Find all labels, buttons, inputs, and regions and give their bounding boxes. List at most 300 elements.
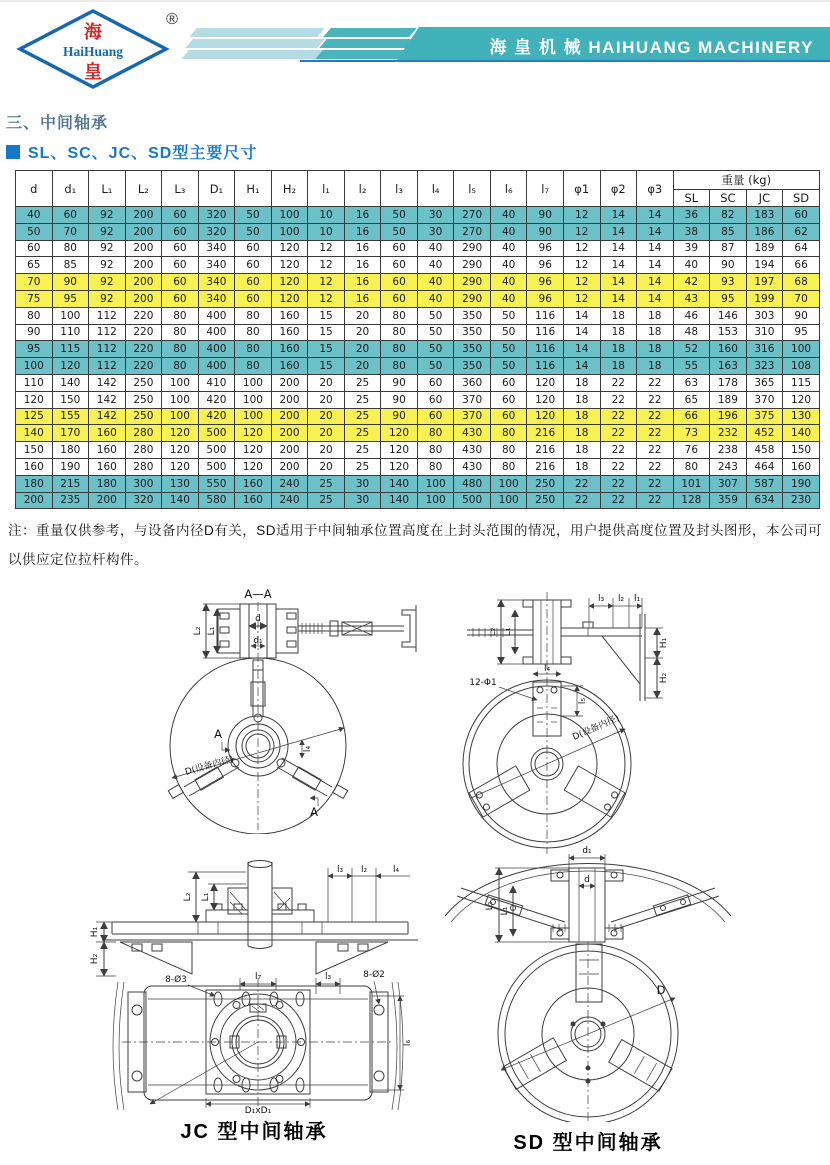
table-cell: 100 — [162, 391, 199, 408]
table-cell: 100 — [235, 408, 272, 425]
banner-company-name: 海 皇 机 械 HAIHUANG MACHINERY — [489, 38, 814, 57]
table-cell: 90 — [527, 223, 564, 240]
table-cell: 10 — [308, 207, 345, 224]
subsection-title-row — [6, 140, 257, 163]
table-cell: 120 — [52, 358, 89, 375]
table-cell: 153 — [710, 324, 747, 341]
column-header: φ2 — [600, 171, 637, 207]
table-cell: 20 — [344, 358, 381, 375]
table-cell: 120 — [271, 290, 308, 307]
table-cell: 80 — [162, 307, 199, 324]
table-row — [16, 425, 820, 442]
table-cell: 220 — [125, 307, 162, 324]
table-cell: 232 — [710, 425, 747, 442]
table-cell: 464 — [746, 458, 783, 475]
table-cell: 25 — [344, 442, 381, 459]
table-cell: 22 — [600, 408, 637, 425]
table-cell: 194 — [746, 257, 783, 274]
dim-label: l₁ — [633, 594, 641, 604]
table-cell: 120 — [381, 425, 418, 442]
table-cell: 40 — [417, 290, 454, 307]
table-cell: 238 — [710, 442, 747, 459]
table-cell: 96 — [527, 257, 564, 274]
table-cell: 40 — [490, 274, 527, 291]
table-cell: 587 — [746, 475, 783, 492]
table-cell: 270 — [454, 223, 491, 240]
table-cell: 359 — [710, 492, 747, 509]
table-cell: 15 — [308, 324, 345, 341]
table-cell: 370 — [746, 391, 783, 408]
table-cell: 350 — [454, 324, 491, 341]
table-cell: 220 — [125, 341, 162, 358]
table-row — [16, 391, 820, 408]
table-cell: 40 — [417, 240, 454, 257]
table-cell: 216 — [527, 458, 564, 475]
table-cell: 310 — [746, 324, 783, 341]
table-cell: 30 — [344, 475, 381, 492]
table-cell: 25 — [308, 475, 345, 492]
table-cell: 100 — [235, 391, 272, 408]
table-cell: 80 — [235, 307, 272, 324]
table-cell: 50 — [490, 358, 527, 375]
table-cell: 55 — [673, 358, 710, 375]
table-cell: 290 — [454, 240, 491, 257]
table-cell: 400 — [198, 324, 235, 341]
table-row — [16, 341, 820, 358]
table-cell: 16 — [344, 290, 381, 307]
table-cell: 100 — [52, 307, 89, 324]
table-cell: 140 — [16, 425, 53, 442]
dim-label: l₃ — [336, 865, 344, 875]
table-cell: 12 — [308, 290, 345, 307]
table-cell: 120 — [527, 374, 564, 391]
table-cell: 430 — [454, 442, 491, 459]
table-cell: 20 — [308, 442, 345, 459]
table-cell: 120 — [271, 274, 308, 291]
table-cell: 200 — [271, 442, 308, 459]
table-cell: 215 — [52, 475, 89, 492]
column-header: H₂ — [271, 171, 308, 207]
table-cell: 18 — [637, 341, 674, 358]
table-cell: 14 — [637, 290, 674, 307]
table-cell: 350 — [454, 358, 491, 375]
table-cell: 112 — [89, 324, 126, 341]
table-cell: 90 — [381, 391, 418, 408]
table-cell: 160 — [271, 358, 308, 375]
table-cell: 80 — [162, 324, 199, 341]
table-cell: 12 — [563, 290, 600, 307]
table-cell: 60 — [490, 391, 527, 408]
column-header: l₆ — [490, 171, 527, 207]
table-cell: 140 — [162, 492, 199, 509]
table-cell: 110 — [52, 324, 89, 341]
table-cell: 130 — [783, 408, 820, 425]
table-cell: 370 — [454, 408, 491, 425]
banner-stripe — [319, 39, 417, 48]
table-cell: 140 — [52, 374, 89, 391]
table-cell: 60 — [417, 374, 454, 391]
table-cell: 15 — [308, 358, 345, 375]
table-cell: 200 — [125, 274, 162, 291]
table-cell: 290 — [454, 274, 491, 291]
logo-latin-name: HaiHuang — [62, 44, 124, 59]
table-cell: 25 — [344, 425, 381, 442]
table-cell: 12 — [308, 240, 345, 257]
table-cell: 240 — [271, 475, 308, 492]
table-cell: 160 — [271, 324, 308, 341]
table-cell: 115 — [52, 341, 89, 358]
table-cell: 80 — [235, 341, 272, 358]
logo-char-bottom: 皇 — [84, 62, 102, 82]
table-cell: 300 — [125, 475, 162, 492]
table-cell: 22 — [600, 391, 637, 408]
table-cell: 92 — [89, 240, 126, 257]
table-cell: 43 — [673, 290, 710, 307]
table-cell: 73 — [673, 425, 710, 442]
table-cell: 200 — [271, 408, 308, 425]
table-cell: 22 — [637, 408, 674, 425]
table-cell: 60 — [162, 257, 199, 274]
table-cell: 65 — [673, 391, 710, 408]
dim-label: d — [584, 875, 590, 885]
dim-label: l₄ — [392, 865, 400, 875]
table-cell: 22 — [600, 442, 637, 459]
table-cell: 95 — [52, 290, 89, 307]
dim-label: D — [656, 983, 666, 997]
table-cell: 360 — [454, 374, 491, 391]
table-cell: 180 — [52, 442, 89, 459]
table-cell: 80 — [381, 324, 418, 341]
table-row — [16, 274, 820, 291]
table-cell: 90 — [710, 257, 747, 274]
table-cell: 76 — [673, 442, 710, 459]
table-cell: 452 — [746, 425, 783, 442]
table-cell: 100 — [235, 374, 272, 391]
column-header: l₁ — [308, 171, 345, 207]
table-cell: 30 — [417, 207, 454, 224]
table-cell: 15 — [308, 307, 345, 324]
table-cell: 36 — [673, 207, 710, 224]
column-header: d — [16, 171, 53, 207]
table-cell: 80 — [673, 458, 710, 475]
table-cell: 120 — [783, 391, 820, 408]
table-cell: 180 — [89, 475, 126, 492]
table-cell: 96 — [527, 240, 564, 257]
table-cell: 90 — [16, 324, 53, 341]
table-cell: 189 — [710, 391, 747, 408]
column-header: φ3 — [637, 171, 674, 207]
table-cell: 60 — [235, 274, 272, 291]
table-cell: 220 — [125, 324, 162, 341]
table-cell: 92 — [89, 290, 126, 307]
header-banner — [185, 27, 830, 62]
table-cell: 120 — [162, 458, 199, 475]
table-row — [16, 257, 820, 274]
table-cell: 200 — [271, 425, 308, 442]
table-cell: 39 — [673, 240, 710, 257]
table-cell: 12 — [563, 207, 600, 224]
dim-label: H₁ — [90, 926, 100, 938]
table-cell: 22 — [637, 391, 674, 408]
table-cell: 80 — [417, 458, 454, 475]
table-cell: 60 — [162, 274, 199, 291]
table-cell: 340 — [198, 257, 235, 274]
table-cell: 80 — [235, 324, 272, 341]
table-cell: 85 — [52, 257, 89, 274]
table-cell: 80 — [490, 458, 527, 475]
table-cell: 60 — [490, 408, 527, 425]
table-cell: 18 — [637, 324, 674, 341]
table-cell: 40 — [490, 223, 527, 240]
table-cell: 95 — [16, 341, 53, 358]
table-cell: 120 — [162, 442, 199, 459]
table-cell: 320 — [198, 207, 235, 224]
table-cell: 40 — [490, 207, 527, 224]
table-row — [16, 358, 820, 375]
table-cell: 60 — [162, 240, 199, 257]
table-cell: 12 — [563, 274, 600, 291]
table-cell: 100 — [271, 223, 308, 240]
table-cell: 95 — [783, 324, 820, 341]
table-cell: 14 — [563, 324, 600, 341]
table-row — [16, 492, 820, 509]
table-cell: 25 — [344, 374, 381, 391]
dim-label: d₁ — [253, 636, 263, 646]
table-cell: 150 — [52, 391, 89, 408]
table-cell: 60 — [235, 240, 272, 257]
table-cell: 80 — [235, 358, 272, 375]
table-cell: 120 — [381, 458, 418, 475]
table-cell: 18 — [563, 408, 600, 425]
table-cell: 116 — [527, 307, 564, 324]
table-cell: 66 — [673, 408, 710, 425]
dim-label: l₂ — [617, 594, 625, 604]
table-cell: 60 — [417, 391, 454, 408]
table-cell: 100 — [490, 492, 527, 509]
table-cell: 22 — [600, 425, 637, 442]
table-header-row — [16, 171, 820, 190]
column-header: l₃ — [381, 171, 418, 207]
table-cell: 200 — [125, 223, 162, 240]
table-cell: 120 — [16, 391, 53, 408]
table-cell: 323 — [746, 358, 783, 375]
table-cell: 400 — [198, 341, 235, 358]
table-cell: 120 — [381, 442, 418, 459]
table-cell: 14 — [563, 307, 600, 324]
table-cell: 40 — [673, 257, 710, 274]
weight-sub-header: JC — [746, 190, 783, 207]
table-cell: 68 — [783, 274, 820, 291]
table-cell: 48 — [673, 324, 710, 341]
table-cell: 100 — [417, 475, 454, 492]
table-cell: 100 — [490, 475, 527, 492]
table-cell: 280 — [125, 442, 162, 459]
table-cell: 160 — [710, 341, 747, 358]
dim-label: l₃ — [324, 972, 332, 982]
table-cell: 115 — [783, 374, 820, 391]
table-cell: 30 — [417, 223, 454, 240]
dim-label: L₁ — [201, 892, 211, 902]
table-cell: 116 — [527, 341, 564, 358]
dim-label: d — [255, 614, 261, 624]
table-cell: 100 — [783, 341, 820, 358]
table-cell: 90 — [783, 307, 820, 324]
dim-label: l₇ — [254, 972, 262, 982]
table-cell: 197 — [746, 274, 783, 291]
table-cell: 200 — [89, 492, 126, 509]
table-cell: 25 — [344, 391, 381, 408]
table-cell: 142 — [89, 391, 126, 408]
weight-sub-header: SC — [710, 190, 747, 207]
table-cell: 430 — [454, 425, 491, 442]
dim-label: A — [214, 727, 222, 741]
table-cell: 16 — [344, 207, 381, 224]
table-cell: 243 — [710, 458, 747, 475]
table-cell: 120 — [162, 425, 199, 442]
table-cell: 20 — [308, 425, 345, 442]
table-cell: 20 — [308, 458, 345, 475]
table-cell: 140 — [381, 475, 418, 492]
dim-label: d₁ — [582, 846, 592, 856]
table-cell: 250 — [125, 391, 162, 408]
dim-label: l₆ — [403, 1039, 413, 1047]
dim-label: l₄ — [303, 745, 313, 753]
table-cell: 170 — [52, 425, 89, 442]
table-cell: 80 — [490, 442, 527, 459]
table-cell: 60 — [235, 257, 272, 274]
table-cell: 70 — [16, 274, 53, 291]
table-cell: 160 — [271, 341, 308, 358]
table-cell: 18 — [600, 307, 637, 324]
dim-label: l₅ — [578, 697, 588, 705]
table-cell: 20 — [344, 341, 381, 358]
table-cell: 60 — [381, 257, 418, 274]
table-cell: 200 — [125, 207, 162, 224]
table-row — [16, 307, 820, 324]
banner-stripe — [189, 28, 325, 37]
dim-label: H₂ — [659, 672, 669, 684]
table-cell: 18 — [563, 458, 600, 475]
dim-label: L₂ — [485, 901, 495, 911]
table-cell: 18 — [563, 391, 600, 408]
table-cell: 634 — [746, 492, 783, 509]
table-cell: 160 — [89, 458, 126, 475]
dim-label: l₃ — [597, 594, 605, 604]
table-cell: 160 — [89, 425, 126, 442]
table-cell: 120 — [235, 458, 272, 475]
column-header: H₁ — [235, 171, 272, 207]
table-cell: 50 — [490, 324, 527, 341]
table-cell: 14 — [637, 207, 674, 224]
dim-label: D(设备内径) — [184, 754, 235, 778]
table-cell: 340 — [198, 274, 235, 291]
weight-sub-header: SD — [783, 190, 820, 207]
table-cell: 60 — [162, 290, 199, 307]
table-cell: 150 — [783, 442, 820, 459]
table-cell: 12 — [308, 257, 345, 274]
dim-label: L₂ — [488, 627, 498, 637]
table-cell: 60 — [381, 240, 418, 257]
table-cell: 14 — [600, 274, 637, 291]
table-cell: 12 — [563, 257, 600, 274]
banner-underline — [300, 60, 830, 62]
table-cell: 16 — [344, 223, 381, 240]
table-cell: 50 — [417, 341, 454, 358]
table-cell: 22 — [637, 374, 674, 391]
table-cell: 50 — [417, 358, 454, 375]
table-cell: 14 — [600, 290, 637, 307]
table-cell: 22 — [637, 475, 674, 492]
table-cell: 22 — [637, 442, 674, 459]
table-cell: 40 — [16, 207, 53, 224]
table-cell: 63 — [673, 374, 710, 391]
table-cell: 500 — [198, 442, 235, 459]
table-cell: 200 — [125, 240, 162, 257]
column-header: L₂ — [125, 171, 162, 207]
table-cell: 50 — [490, 307, 527, 324]
table-cell: 92 — [89, 257, 126, 274]
table-cell: 370 — [454, 391, 491, 408]
table-cell: 20 — [308, 408, 345, 425]
dimensions-table — [15, 170, 820, 509]
table-cell: 64 — [783, 240, 820, 257]
table-cell: 160 — [235, 475, 272, 492]
subsection-title: SL、SC、JC、SD型主要尺寸 — [28, 145, 258, 162]
table-cell: 90 — [52, 274, 89, 291]
table-cell: 18 — [563, 425, 600, 442]
table-cell: 15 — [308, 341, 345, 358]
table-cell: 20 — [308, 374, 345, 391]
table-cell: 146 — [710, 307, 747, 324]
weight-group-header: 重量 (kg) — [673, 171, 819, 190]
table-cell: 18 — [637, 307, 674, 324]
haihuang-logo — [16, 8, 188, 92]
sd-detail-drawing — [433, 838, 743, 1122]
table-cell: 101 — [673, 475, 710, 492]
table-cell: 60 — [490, 374, 527, 391]
table-cell: 50 — [16, 223, 53, 240]
table-cell: 90 — [381, 374, 418, 391]
table-cell: 80 — [381, 358, 418, 375]
table-cell: 14 — [637, 274, 674, 291]
banner-stripe — [185, 39, 325, 48]
table-cell: 120 — [271, 257, 308, 274]
table-cell: 116 — [527, 358, 564, 375]
table-cell: 92 — [89, 207, 126, 224]
table-cell: 16 — [344, 274, 381, 291]
table-cell: 10 — [308, 223, 345, 240]
table-cell: 50 — [381, 207, 418, 224]
table-cell: 120 — [271, 240, 308, 257]
table-cell: 60 — [52, 207, 89, 224]
table-row — [16, 223, 820, 240]
table-cell: 50 — [235, 207, 272, 224]
table-cell: 216 — [527, 425, 564, 442]
table-row — [16, 240, 820, 257]
table-cell: 80 — [16, 307, 53, 324]
section-title: 三、中间轴承 — [6, 115, 109, 132]
table-cell: 22 — [600, 475, 637, 492]
table-cell: 40 — [490, 240, 527, 257]
table-cell: 189 — [746, 240, 783, 257]
table-cell: 14 — [563, 341, 600, 358]
table-cell: 250 — [125, 408, 162, 425]
table-cell: 200 — [125, 257, 162, 274]
table-cell: 70 — [52, 223, 89, 240]
table-cell: 112 — [89, 307, 126, 324]
table-cell: 200 — [125, 290, 162, 307]
table-cell: 62 — [783, 223, 820, 240]
